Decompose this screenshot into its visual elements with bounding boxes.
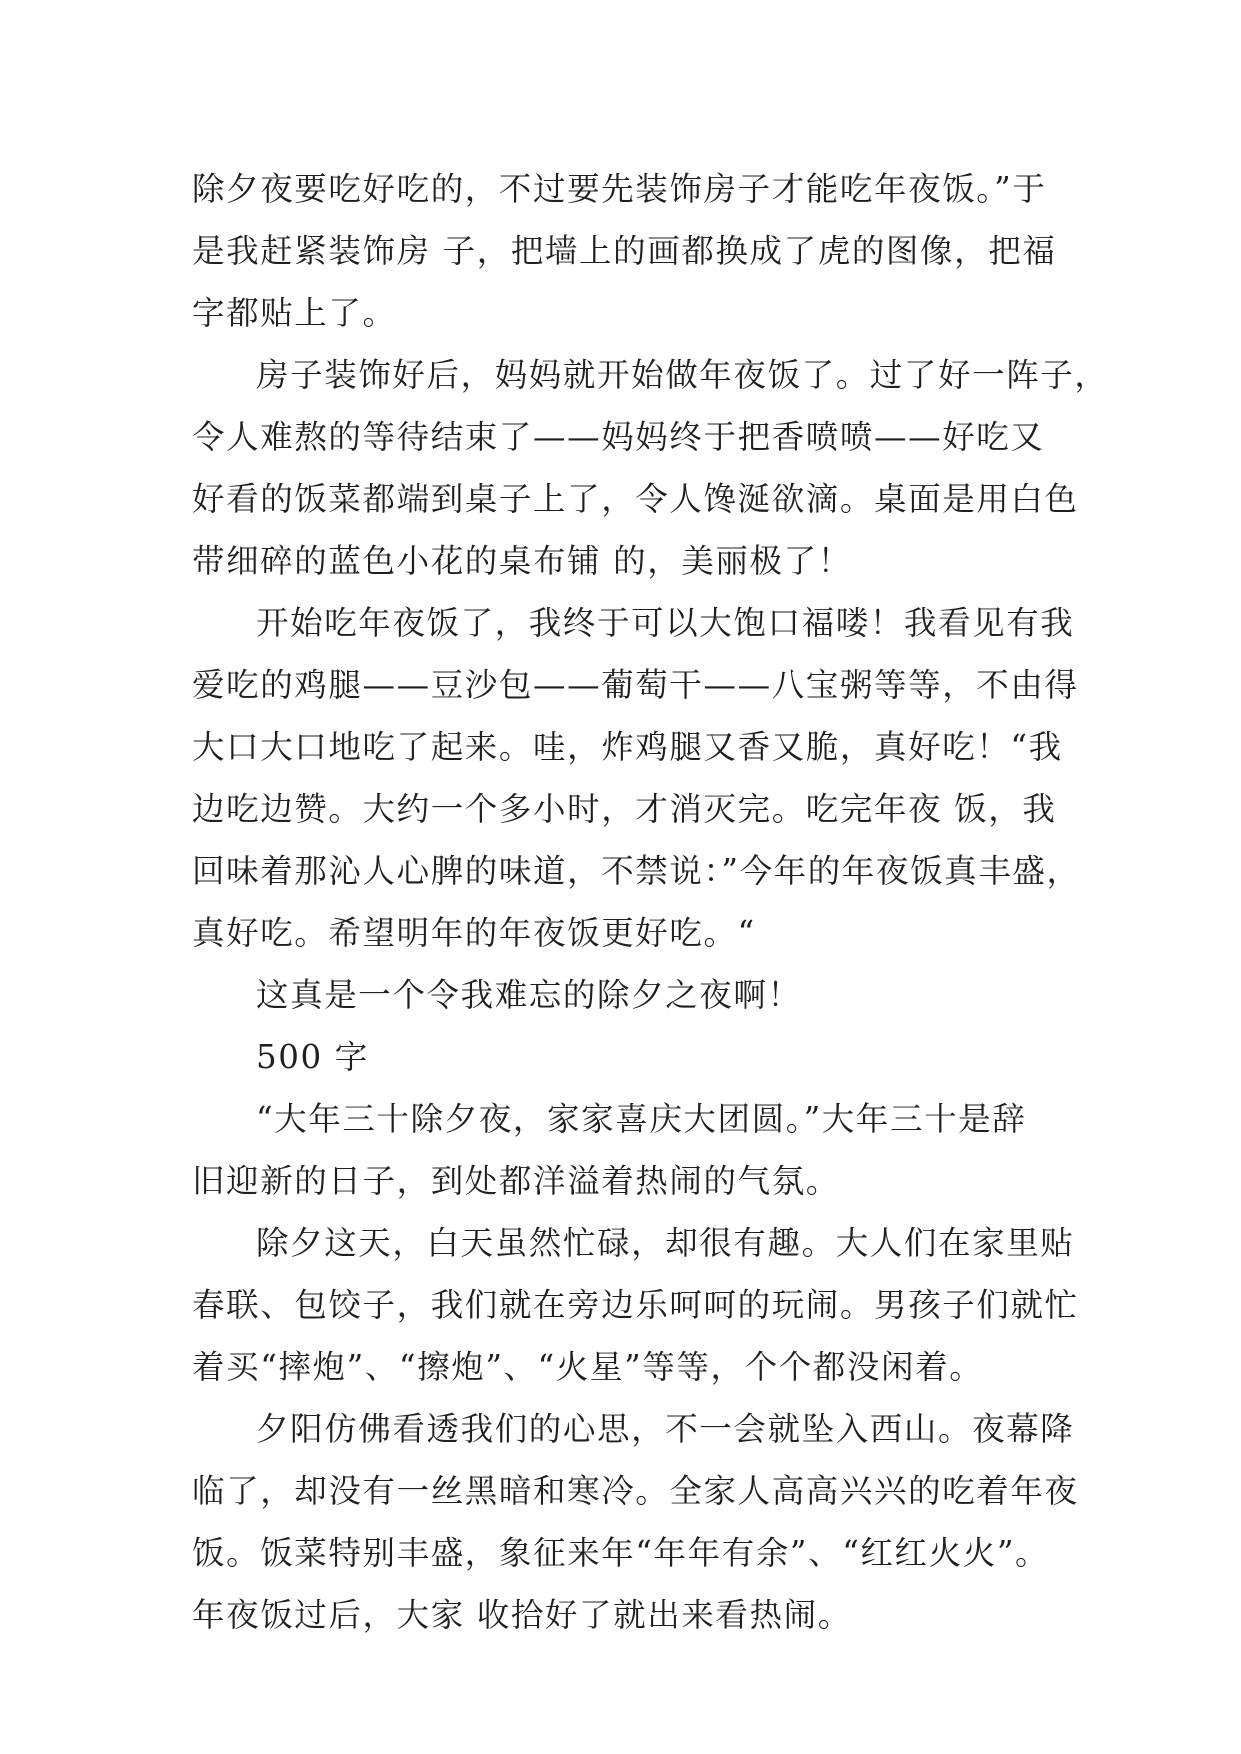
paragraph-start-line: 除夕这天，白天虽然忙碌，却很有趣。大人们在家里贴 [256, 1224, 1075, 1262]
text-line: 字都贴上了。 [192, 294, 397, 332]
text-line: 着买“摔炮”、“擦炮”、“火星”等等，个个都没闲着。 [192, 1348, 984, 1386]
word-count-label: 500 字 [256, 1038, 369, 1076]
text-line: 令人难熬的等待结束了——妈妈终于把香喷喷——好吃又 [192, 418, 1045, 456]
text-line: 边吃边赞。大约一个多小时，才消灭完。吃完年夜 饭，我 [192, 790, 1057, 828]
paragraph-start-line: “大年三十除夕夜，家家喜庆大团圆。”大年三十是辞 [256, 1100, 1027, 1138]
paragraph-start-line: 开始吃年夜饭了，我终于可以大饱口福喽！我看见有我 [256, 604, 1075, 642]
text-line: 临了，却没有一丝黑暗和寒冷。全家人高高兴兴的吃着年夜 [192, 1472, 1079, 1510]
text-line: 大口大口地吃了起来。哇，炸鸡腿又香又脆，真好吃！“我 [192, 728, 1063, 766]
text-line: 真好吃。希望明年的年夜饭更好吃。“ [192, 914, 756, 952]
text-line: 是我赶紧装饰房 子，把墙上的画都换成了虎的图像，把福 [192, 232, 1057, 270]
text-line: 饭。饭菜特别丰盛，象征来年“年年有余”、“红红火火”。 [192, 1534, 1050, 1572]
text-line: 除夕夜要吃好吃的，不过要先装饰房子才能吃年夜饭。”于 [192, 170, 1047, 208]
text-line: 年夜饭过后，大家 收拾好了就出来看热闹。 [192, 1596, 852, 1634]
text-line: 带细碎的蓝色小花的桌布铺 的，美丽极了！ [192, 542, 852, 580]
essay-text [192, 158, 1109, 1646]
text-line: 回味着那沁人心脾的味道，不禁说：”今年的年夜饭真丰盛， [192, 852, 1081, 890]
text-line: 春联、包饺子，我们就在旁边乐呵呵的玩闹。男孩子们就忙 [192, 1286, 1079, 1324]
paragraph-start-line: 夕阳仿佛看透我们的心思，不一会就坠入西山。夜幕降 [256, 1410, 1075, 1448]
paragraph-start-line: 这真是一个令我难忘的除夕之夜啊！ [256, 976, 802, 1014]
text-line: 旧迎新的日子，到处都洋溢着热闹的气氛。 [192, 1162, 840, 1200]
text-line: 爱吃的鸡腿——豆沙包——葡萄干——八宝粥等等，不由得 [192, 666, 1079, 704]
paragraph-start-line: 房子装饰好后，妈妈就开始做年夜饭了。过了好一阵子， [256, 356, 1109, 394]
text-line: 好看的饭菜都端到桌子上了，令人馋涎欲滴。桌面是用白色 [192, 480, 1079, 518]
